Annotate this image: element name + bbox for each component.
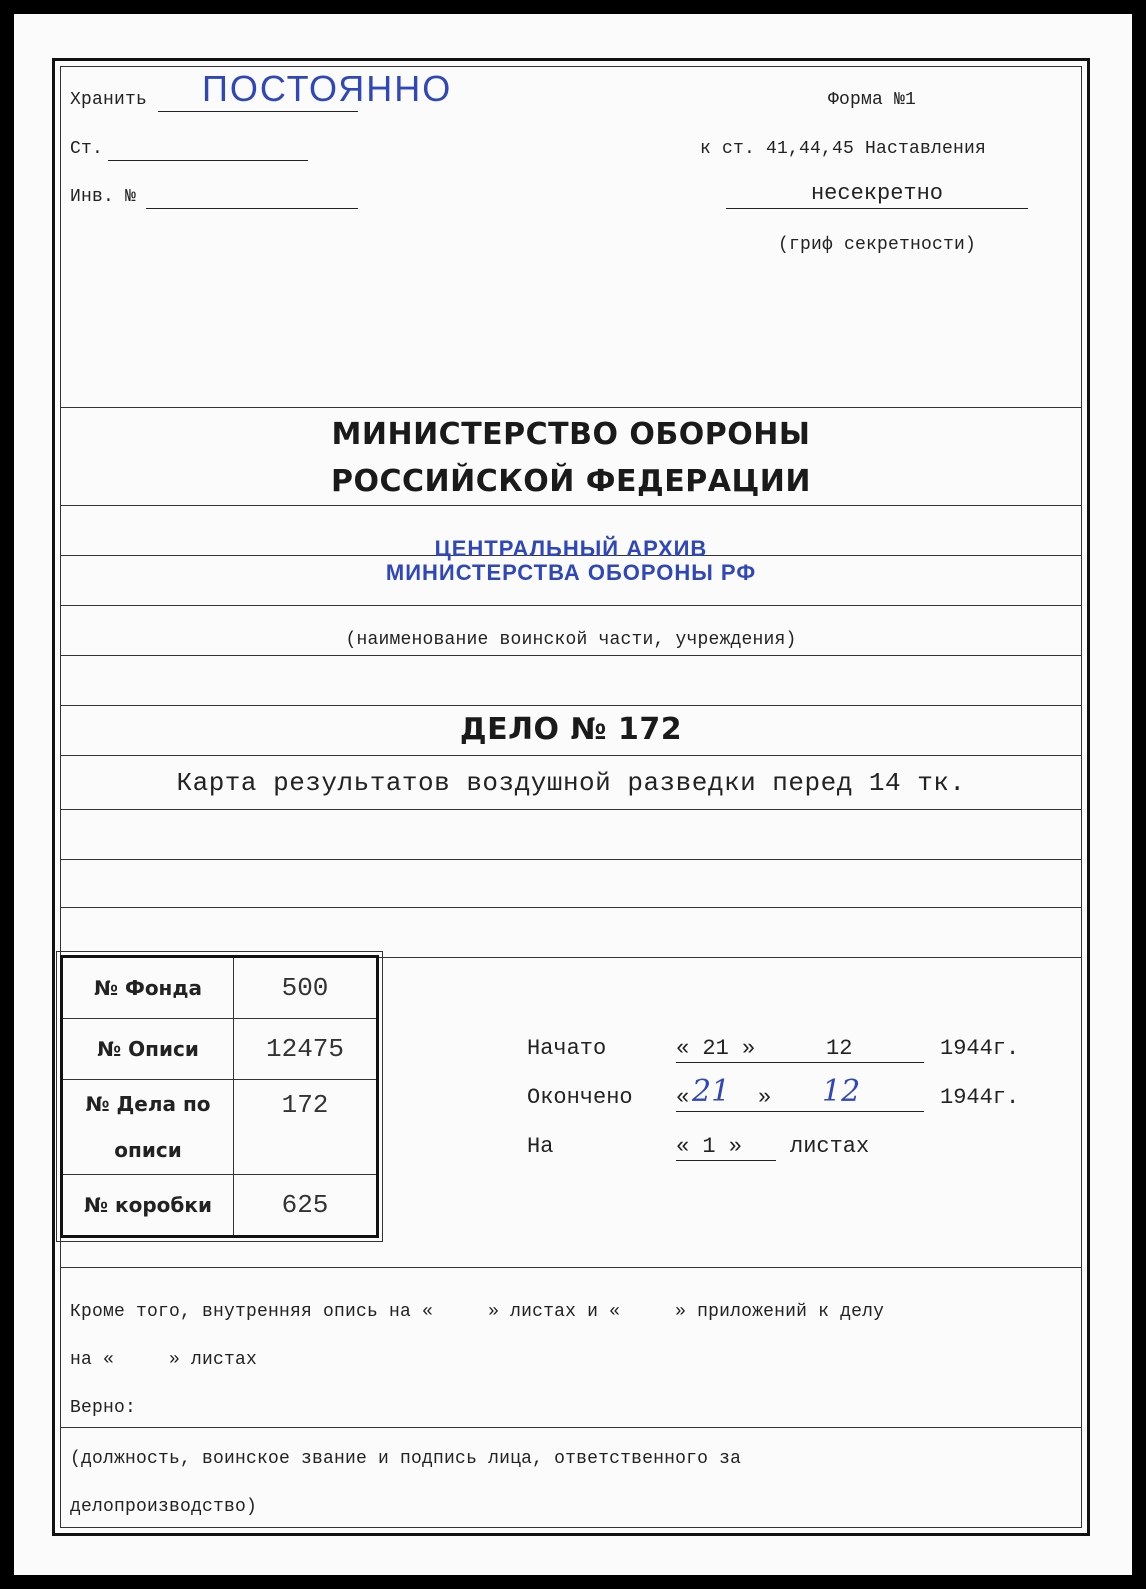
- fund-value: 500: [234, 957, 378, 1019]
- ended-label: Окончено: [527, 1085, 633, 1110]
- responsible-caption-1: (должность, воинское звание и подпись лица, ответственного за: [70, 1449, 742, 1469]
- archive-stamp-line-2: МИНИСТЕРСТВА ОБОРОНЫ РФ: [385, 560, 757, 585]
- sheets-suffix: листах: [790, 1134, 870, 1159]
- fund-label: № Фонда: [62, 957, 234, 1019]
- inventory-value: 12475: [234, 1019, 378, 1080]
- box-value: 625: [234, 1175, 378, 1237]
- ended-underline: [676, 1111, 924, 1112]
- started-month: 12: [826, 1036, 853, 1061]
- fund-table: [60, 955, 379, 1238]
- ended-close-quote: »: [758, 1085, 772, 1110]
- table-row: [62, 1175, 378, 1237]
- ministry-line-2: РОССИЙСКОЙ ФЕДЕРАЦИИ: [330, 464, 812, 499]
- ended-day-handwritten: 21: [692, 1074, 731, 1109]
- inv-label: Инв. №: [70, 187, 137, 207]
- ended-year: 1944г.: [940, 1085, 1020, 1110]
- keep-label: Хранить: [70, 90, 148, 110]
- inv-underline: [146, 208, 358, 209]
- keep-underline: [158, 111, 358, 112]
- table-row: [62, 957, 378, 1019]
- inventory-note-2: на « » листах: [70, 1350, 258, 1370]
- started-day: « 21 »: [676, 1036, 756, 1061]
- case-description: Карта результатов воздушной разведки перед 14 тк.: [176, 768, 966, 798]
- archive-stamp-line-1: ЦЕНТРАЛЬНЫЙ АРХИВ: [434, 536, 708, 561]
- secrecy-caption: (гриф секретности): [777, 235, 977, 255]
- rule: [61, 755, 1081, 756]
- rule: [61, 407, 1081, 408]
- inventory-note: Кроме того, внутренняя опись на « » листах и « » приложений к делу: [70, 1302, 885, 1322]
- table-row: [62, 1019, 378, 1080]
- article-ref: к ст. 41,44,45 Наставления: [700, 139, 987, 159]
- rule: [61, 859, 1081, 860]
- ended-month-handwritten: 12: [822, 1074, 861, 1109]
- rule: [61, 809, 1081, 810]
- rule: [61, 605, 1081, 606]
- table-row: [62, 1080, 378, 1175]
- ministry-line-1: МИНИСТЕРСТВО ОБОРОНЫ: [331, 417, 811, 452]
- unit-caption: (наименование воинской части, учреждения): [345, 630, 797, 650]
- started-underline: [676, 1062, 924, 1063]
- case-title: ДЕЛО № 172: [459, 712, 683, 747]
- case-number-value: 172: [234, 1080, 378, 1175]
- inventory-label: № Описи: [62, 1019, 234, 1080]
- verified-label: Верно:: [70, 1398, 137, 1418]
- case-number-label: № Дела по описи: [62, 1080, 234, 1175]
- started-year: 1944г.: [940, 1036, 1020, 1061]
- secrecy-value: несекретно: [810, 181, 944, 206]
- rule: [61, 907, 1081, 908]
- ended-open-quote: «: [676, 1085, 690, 1110]
- sheets-value: « 1 »: [676, 1134, 743, 1159]
- sheets-underline: [676, 1160, 776, 1161]
- keep-value-stamp: ПОСТОЯННО: [202, 68, 453, 109]
- rule: [61, 1267, 1081, 1268]
- started-label: Начато: [527, 1036, 607, 1061]
- st-label: Ст.: [70, 139, 104, 159]
- st-underline: [108, 160, 308, 161]
- form-label: Форма №1: [828, 90, 917, 110]
- box-label: № коробки: [62, 1175, 234, 1237]
- rule: [61, 505, 1081, 506]
- rule: [61, 705, 1081, 706]
- responsible-caption-2: делопроизводство): [70, 1497, 258, 1517]
- secrecy-underline: [726, 208, 1028, 209]
- sheets-label: На: [527, 1134, 554, 1159]
- rule: [61, 655, 1081, 656]
- rule: [61, 1427, 1081, 1428]
